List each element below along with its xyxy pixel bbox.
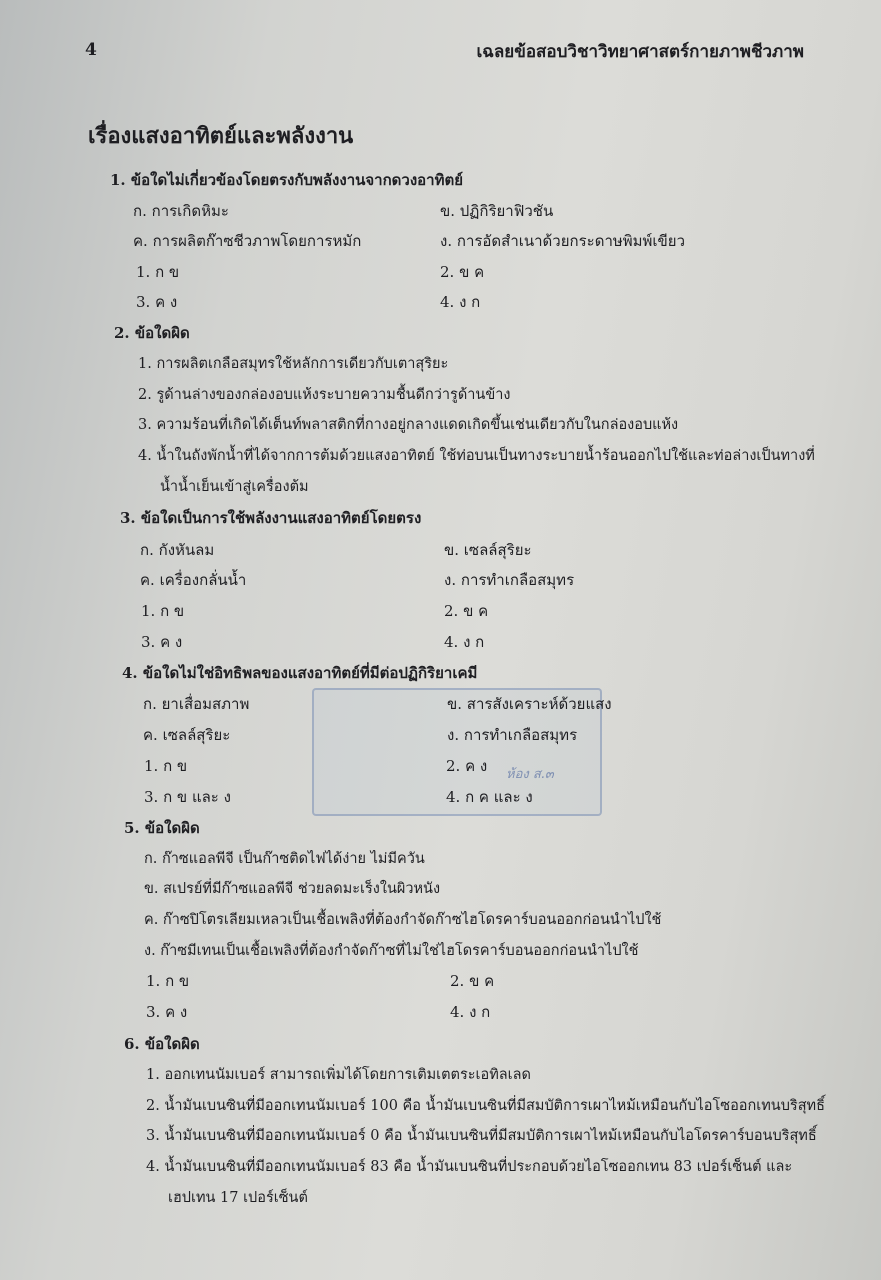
question-3-answer-1: 1. ก ข: [141, 602, 185, 620]
question-5-stem: 5. ข้อใดผิด: [124, 819, 200, 837]
question-4-answer-3: 3. ก ข และ ง: [144, 788, 231, 806]
question-6-stem: 6. ข้อใดผิด: [124, 1035, 200, 1053]
question-5-answer-3: 3. ค ง: [146, 1003, 188, 1021]
question-4-answer-4: 4. ก ค และ ง: [446, 788, 533, 806]
question-1-answer-1: 1. ก ข: [136, 263, 180, 281]
question-5-answer-1: 1. ก ข: [146, 972, 190, 990]
question-4-option-b: ข. สารสังเคราะห์ด้วยแสง: [447, 695, 612, 713]
running-header: เฉลยข้อสอบวิชาวิทยาศาสตร์กายภาพชีวภาพ: [476, 42, 804, 62]
question-6-statement-1: 1. ออกเทนนัมเบอร์ สามารถเพิ่มได้โดยการเติมเตตระเอทิลเลด: [146, 1067, 531, 1083]
question-6-statement-3: 3. น้ำมันเบนซินที่มีออกเทนนัมเบอร์ 0 คือ น้ำมันเบนซินที่มีสมบัติการเผาไหม้เหมือนกับไอโดรคาร์บอนบริสุทธิ์: [146, 1128, 817, 1144]
question-6-continuation: เฮปเทน 17 เปอร์เซ็นต์: [168, 1190, 308, 1206]
question-6-statement-2: 2. น้ำมันเบนซินที่มีออกเทนนัมเบอร์ 100 คือ น้ำมันเบนซินที่มีสมบัติการเผาไหม้เหมือนกับไอโซออกเทนบริสุทธิ์: [146, 1098, 825, 1114]
question-3-option-d: ง. การทำเกลือสมุทร: [444, 571, 575, 589]
question-1-answer-3: 3. ค ง: [136, 293, 178, 311]
question-3-option-c: ค. เครื่องกลั่นน้ำ: [140, 571, 247, 589]
question-3-stem: 3. ข้อใดเป็นการใช้พลังงานแสงอาทิตย์โดยตรง: [120, 509, 422, 527]
question-2-statement-2: 2. รูด้านล่างของกล่องอบแห้งระบายความชื้นดีกว่ารูด้านข้าง: [138, 387, 511, 403]
question-1-answer-2: 2. ข ค: [440, 263, 485, 281]
question-2-statement-1: 1. การผลิตเกลือสมุทรใช้หลักการเดียวกับเตาสุริยะ: [138, 356, 449, 372]
question-3-answer-3: 3. ค ง: [141, 633, 183, 651]
question-1-option-a: ก. การเกิดหิมะ: [133, 202, 229, 220]
question-4-option-d: ง. การทำเกลือสมุทร: [447, 726, 578, 744]
question-6-statement-4: 4. น้ำมันเบนซินที่มีออกเทนนัมเบอร์ 83 คือ น้ำมันเบนซินที่ประกอบด้วยไอโซออกเทน 83 เปอร์เซ็นต์ และ: [146, 1159, 793, 1175]
question-4-option-a: ก. ยาเสื่อมสภาพ: [143, 695, 250, 713]
question-5-statement-a: ก. ก๊าซแอลพีจี เป็นก๊าซติดไฟได้ง่าย ไม่มีควัน: [144, 851, 425, 867]
question-4-answer-2: 2. ค ง: [446, 757, 488, 775]
question-5-statement-d: ง. ก๊าซมีเทนเป็นเชื้อเพลิงที่ต้องกำจัดก๊าซที่ไม่ใช่ไฮโดรคาร์บอนออกก่อนนำไปใช้: [144, 943, 639, 959]
stamp-text: ห้อง ส.๓: [506, 767, 554, 782]
question-5-answer-2: 2. ข ค: [450, 972, 495, 990]
question-4-answer-1: 1. ก ข: [144, 757, 188, 775]
question-1-option-d: ง. การอัดสำเนาด้วยกระดาษพิมพ์เขียว: [440, 232, 686, 250]
question-2-stem: 2. ข้อใดผิด: [114, 324, 190, 342]
question-2-statement-4: 4. น้ำในถังพักน้ำที่ได้จากการต้มด้วยแสงอาทิตย์ ใช้ท่อบนเป็นทางระบายน้ำร้อนออกไปใช้และท่อล่างเป็นทางที่: [138, 448, 815, 464]
question-4-stem: 4. ข้อใดไม่ใช่อิทธิพลของแสงอาทิตย์ที่มีต่อปฏิกิริยาเคมี: [122, 664, 478, 682]
question-1-option-b: ข. ปฏิกิริยาฟิวชัน: [440, 202, 554, 220]
question-1-option-c: ค. การผลิตก๊าซชีวภาพโดยการหมัก: [133, 232, 362, 250]
question-3-option-a: ก. กังหันลม: [140, 541, 215, 559]
question-3-answer-2: 2. ข ค: [444, 602, 489, 620]
question-5-statement-c: ค. ก๊าซปิโตรเลียมเหลวเป็นเชื้อเพลิงที่ต้องกำจัดก๊าซไฮโดรคาร์บอนออกก่อนนำไปใช้: [144, 912, 662, 928]
question-5-statement-b: ข. สเปรย์ที่มีก๊าซแอลพีจี ช่วยลดมะเร็งในผิวหนัง: [144, 881, 441, 897]
question-4-option-c: ค. เซลล์สุริยะ: [143, 726, 231, 744]
question-3-option-b: ข. เซลล์สุริยะ: [444, 541, 532, 559]
question-2-continuation: น้ำน้ำเย็นเข้าสู่เครื่องต้ม: [160, 479, 309, 495]
question-2-statement-3: 3. ความร้อนที่เกิดได้เต็นท์พลาสติกที่กางอยู่กลางแดดเกิดขึ้นเช่นเดียวกับในกล่องอบแห้ง: [138, 417, 679, 433]
question-3-answer-4: 4. ง ก: [444, 633, 485, 651]
question-1-answer-4: 4. ง ก: [440, 293, 481, 311]
chapter-title: เรื่องแสงอาทิตย์และพลังงาน: [88, 123, 354, 149]
page-number: 4: [85, 40, 97, 60]
question-1-stem: 1. ข้อใดไม่เกี่ยวข้องโดยตรงกับพลังงานจากดวงอาทิตย์: [110, 171, 463, 189]
question-5-answer-4: 4. ง ก: [450, 1003, 491, 1021]
